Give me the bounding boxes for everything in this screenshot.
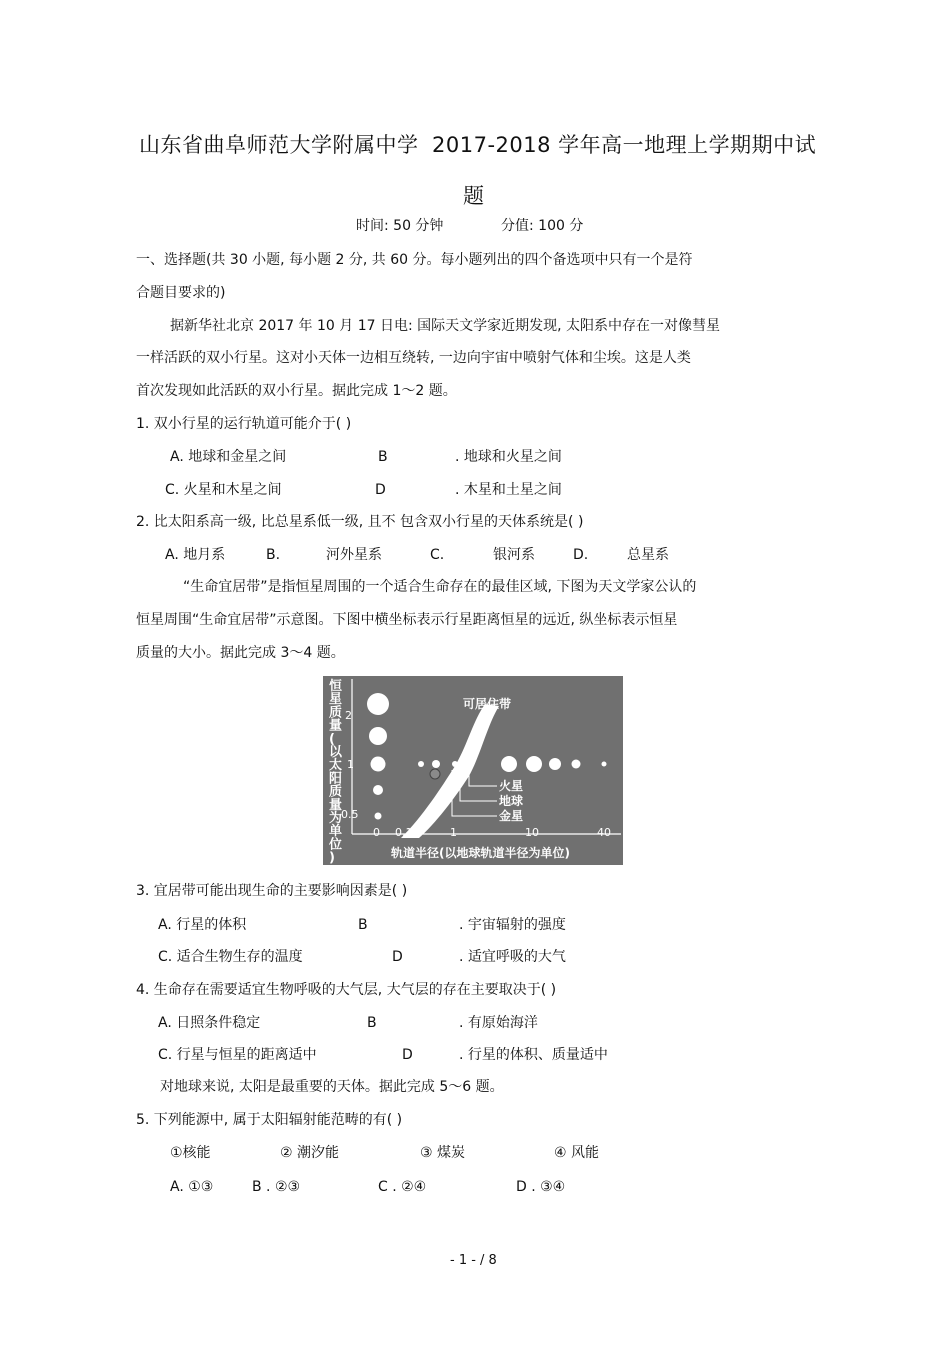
y-tick-label: 2 [345, 709, 352, 722]
y-axis-label-char: 量 [329, 797, 343, 813]
y-axis-label [328, 678, 343, 865]
question3-option-a: A. 行星的体积 [158, 917, 247, 933]
y-axis-label-char: 星 [329, 692, 343, 708]
question2-option-d-letter: D. [573, 547, 589, 563]
x-axis-label: 轨道半径(以地球轨道半径为单位) [391, 846, 570, 860]
y-axis-label-char: ) [329, 850, 335, 865]
x-tick-label: 1 [450, 826, 457, 839]
page-title-part1: 山东省曲阜师范大学附属中学 [139, 133, 419, 157]
question2-option-c: 银河系 [493, 547, 535, 563]
exam-score: 分值: 100 分 [501, 218, 584, 234]
question5-option-c: C . ②④ [378, 1179, 427, 1195]
planet-dot [452, 761, 458, 767]
y-tick-label: 0.5 [341, 808, 359, 821]
y-axis-label-char: 太 [329, 758, 343, 774]
y-axis-label-char: 质 [329, 784, 343, 800]
star-mass-2 [367, 693, 389, 715]
star-mass-0-7 [373, 785, 383, 795]
passage2-line2: 恒星周围“生命宜居带”示意图。下图中横坐标表示行星距离恒星的远近, 纵坐标表示恒星 [136, 612, 678, 628]
x-tick-label: 0.1 [395, 826, 413, 839]
x-tick-label: 10 [525, 826, 539, 839]
question1-option-d-letter: D [375, 482, 386, 498]
exam-time: 时间: 50 分钟 [356, 218, 444, 234]
habitable-zone-figure [323, 676, 623, 865]
page-title-line2: 题 [463, 184, 485, 208]
question1-option-b: . 地球和火星之间 [455, 449, 562, 465]
question2-option-a: A. 地月系 [165, 547, 226, 563]
planet-label: 火星 [499, 779, 524, 793]
question4-stem: 4. 生命存在需要适宜生物呼吸的大气层, 大气层的存在主要取决于( ) [136, 982, 557, 998]
question3-stem: 3. 宜居带可能出现生命的主要影响因素是( ) [136, 883, 408, 899]
star-mass-1 [371, 757, 386, 772]
planet-dot [501, 756, 517, 772]
question5-option-a: A. ①③ [170, 1179, 214, 1195]
question3-option-b: . 宇宙辐射的强度 [459, 917, 566, 933]
y-tick-label: 1 [347, 758, 354, 771]
question2-option-b: 河外星系 [326, 547, 382, 563]
passage1-line1: 据新华社北京 2017 年 10 月 17 日电: 国际天文学家近期发现, 太阳系中存在一对像彗星 [170, 318, 721, 334]
question2-stem: 2. 比太阳系高一级, 比总星系低一级, 且不 包含双小行星的天体系统是( ) [136, 514, 584, 530]
planet-label: 金星 [499, 809, 524, 823]
question3-option-d-letter: D [392, 949, 403, 965]
question2-option-b-letter: B. [266, 547, 281, 563]
y-axis-label-char: 单 [329, 824, 343, 840]
section-instructions-line1: 一、选择题(共 30 小题, 每小题 2 分, 共 60 分。每小题列出的四个备选项中只有一个是符 [136, 252, 693, 268]
planet-dot [572, 760, 581, 769]
planet-dot [549, 758, 561, 770]
question1-option-a: A. 地球和金星之间 [170, 449, 287, 465]
star-mass-0-5 [375, 813, 382, 820]
y-axis-label-char: 量 [329, 718, 343, 734]
page-number: - 1 - / 8 [450, 1253, 497, 1268]
question1-stem: 1. 双小行星的运行轨道可能介于( ) [136, 416, 352, 432]
y-axis-label-char: 以 [329, 745, 343, 760]
question3-option-b-letter: B [358, 917, 368, 933]
planet-dot [526, 756, 542, 772]
planet-dot-shaded [430, 769, 440, 779]
question5-stem: 5. 下列能源中, 属于太阳辐射能范畴的有( ) [136, 1112, 403, 1128]
habitable-zone-label: 可居住带 [463, 697, 512, 711]
y-axis-label-char: 阳 [329, 771, 343, 787]
question5-item-1: ①核能 [170, 1145, 211, 1161]
question3-option-c: C. 适合生物生存的温度 [158, 949, 303, 965]
question5-item-2: ② 潮汐能 [280, 1145, 340, 1161]
passage1-line3: 首次发现如此活跃的双小行星。据此完成 1～2 题。 [136, 383, 457, 399]
question4-option-a: A. 日照条件稳定 [158, 1015, 261, 1031]
star-mass-1-5 [369, 727, 387, 745]
question1-option-d: . 木星和土星之间 [455, 482, 562, 498]
x-tick-label: 40 [597, 826, 611, 839]
question3-option-d: . 适宜呼吸的大气 [459, 949, 566, 965]
question5-item-4: ④ 风能 [554, 1145, 600, 1161]
question2-option-d: 总星系 [627, 547, 669, 563]
habitable-zone-band [401, 704, 499, 838]
question4-option-b: . 有原始海洋 [459, 1015, 538, 1031]
x-tick-label: 0 [373, 826, 380, 839]
leader-line [469, 770, 497, 786]
question4-option-c: C. 行星与恒星的距离适中 [158, 1047, 317, 1063]
question1-option-b-letter: B [378, 449, 388, 465]
y-axis-label-char: 恒 [329, 679, 343, 694]
y-axis-label-char: 质 [329, 705, 343, 721]
question1-option-c: C. 火星和木星之间 [165, 482, 282, 498]
question5-option-b: B . ②③ [252, 1179, 301, 1195]
y-axis-label-char: ( [329, 731, 335, 747]
passage1-line2: 一样活跃的双小行星。这对小天体一边相互绕转, 一边向宇宙中喷射气体和尘埃。这是人类 [136, 350, 691, 366]
y-axis-label-char: 为 [329, 811, 343, 826]
planet-dot [418, 761, 424, 767]
planet-label: 地球 [499, 794, 524, 808]
section-instructions-line2: 合题目要求的) [136, 285, 226, 301]
passage2-line3: 质量的大小。据此完成 3～4 题。 [136, 645, 345, 661]
page-title-part2: 2017-2018 学年高一地理上学期期中试 [432, 133, 817, 157]
planet-dot [602, 762, 607, 767]
passage3-line1: 对地球来说, 太阳是最重要的天体。据此完成 5～6 题。 [160, 1079, 504, 1095]
planet-dot [432, 760, 440, 768]
question4-option-d-letter: D [402, 1047, 413, 1063]
passage2-line1: “生命宜居带”是指恒星周围的一个适合生命存在的最佳区域, 下图为天文学家公认的 [183, 579, 697, 595]
planet-dot [467, 761, 473, 767]
question4-option-d: . 行星的体积、质量适中 [459, 1047, 608, 1063]
question2-option-c-letter: C. [430, 547, 445, 563]
question5-item-3: ③ 煤炭 [420, 1145, 466, 1161]
question4-option-b-letter: B [367, 1015, 377, 1031]
y-axis-label-char: 位 [329, 837, 343, 853]
question5-option-d: D . ③④ [516, 1179, 566, 1195]
